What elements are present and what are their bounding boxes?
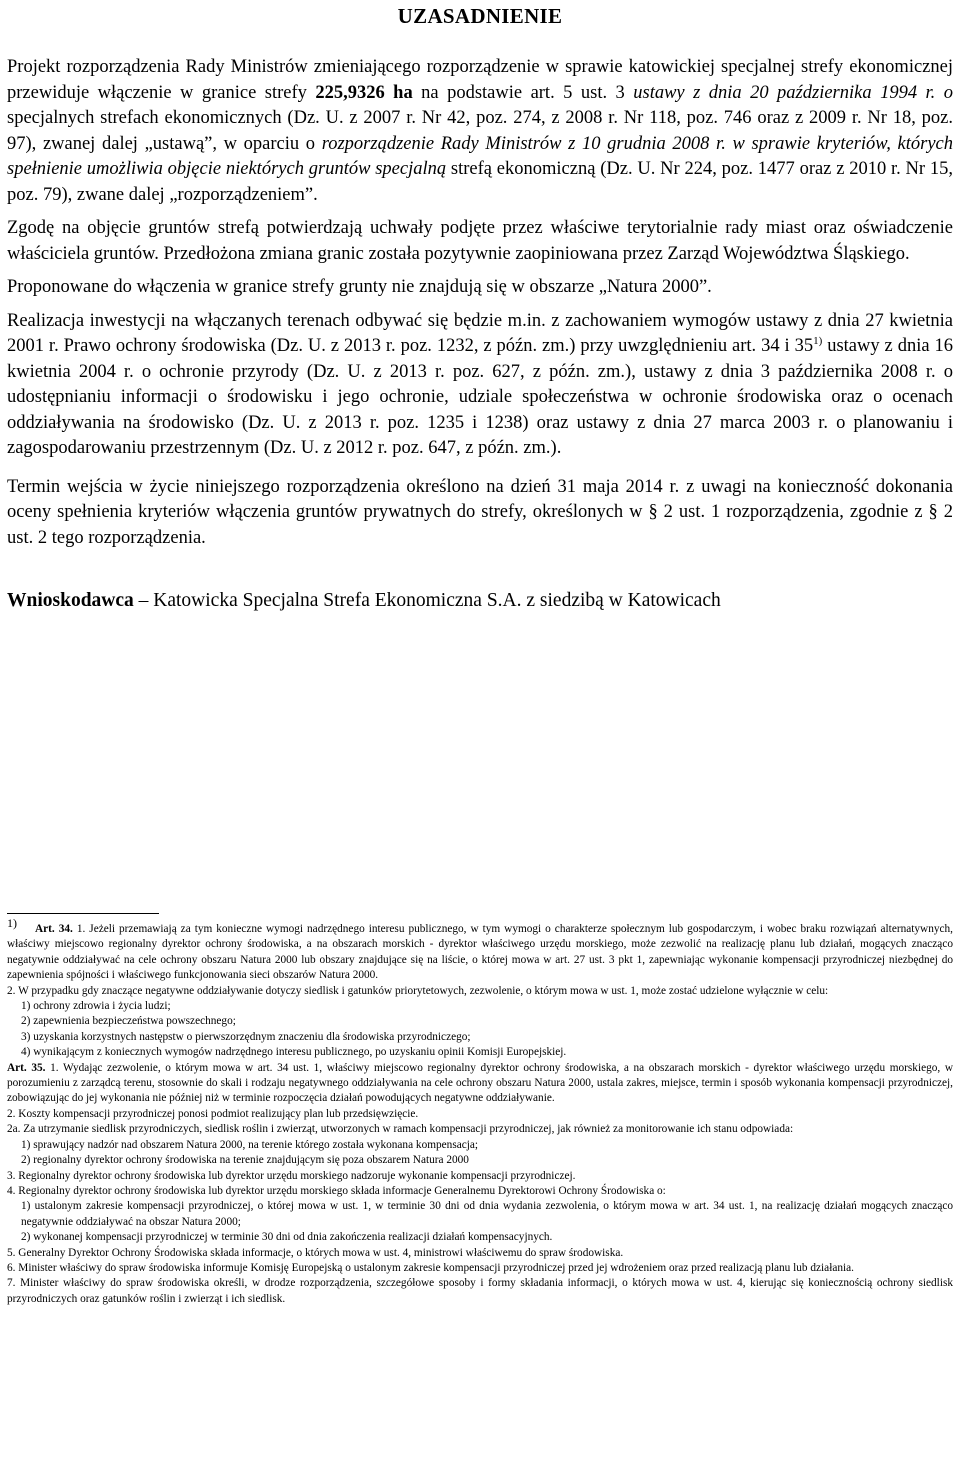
footnote-art35-6: 6. Minister właściwy do spraw środowiska informuje Komisję Europejską o ustalonym zakresie kompensacji przyrodniczej przed jej wdrożeniem oraz przed realizacją planu lub działania. xyxy=(7,1261,854,1274)
p1-text-b: na podstawie art. 5 ust. 3 xyxy=(412,82,634,103)
art35-label: Art. 35. xyxy=(7,1061,46,1074)
footnote-art35-2a-1: 1) sprawujący nadzór nad obszarem Natura 2000, na terenie którego została wykonana kompensacja; xyxy=(21,1138,479,1151)
footnote-mark: 1) xyxy=(7,916,17,931)
footnote-art34-2-2: 2) zapewnienia bezpieczeństwa powszechnego; xyxy=(21,1015,236,1028)
document-page xyxy=(7,0,953,613)
art34-1-text: 1. Jeżeli przemawiają za tym konieczne wymogi nadrzędnego interesu publicznego, w tym wymogi o charakterze społecznym lub gospodarczym, i wobec braku rozwiązań alternatywnych, właściwy miejscowo regionalny dyrektor ochrony środowiska, a na obszarach morskich - dyrektor właściwego urzędu morskiego, może zezwolić na realizację planu lub działań, mogących znacząco negatywnie oddziaływać na cele ochrony obszaru Natura 2000 lub obszary znajdujące się na liście, o której mowa w art. 27 ust. 3 pkt 1, zapewniając wykonanie kompensacji przyrodniczej niezbędnej do zapewnienia spójności i właściwego funkcjonowania sieci obszarów Natura 2000. xyxy=(7,923,953,982)
paragraph-natura: Proponowane do włączenia w granice strefy grunty nie znajdują się w obszarze „Natura 2000”. xyxy=(7,277,712,297)
footnote-separator xyxy=(7,913,159,914)
p1-text-f: strefą ekonomiczną (Dz. U. Nr 224, poz. 1477 oraz z 2010 r. Nr 15, poz. 79), zwane dalej „rozporządzeniem”. xyxy=(7,159,953,205)
footnote-art35-5: 5. Generalny Dyrektor Ochrony Środowiska składa informacje, o których mowa w ust. 4, ministrowi właściwemu do spraw środowiska. xyxy=(7,1246,624,1259)
document-title: UZASADNIENIE xyxy=(397,4,563,28)
p4-text-b: ustawy z dnia 16 kwietnia 2004 r. o ochronie przyrody (Dz. U. z 2013 r. poz. 627, z późn. zm.), ustawy z dnia 3 października 2008 r. o udostępnianiu informacji o środowisku i jego ochronie, udziale społeczeństwa w ochronie środowiska oraz o ocenach oddziaływania na środowisko (Dz. U. z 2013 r. poz. 1235 i 1238) oraz ustawy z dnia 27 marca 2003 r. o planowaniu i zagospodarowaniu przestrzennym (Dz. U. z 2012 r. poz. 647, z późn. zm.). xyxy=(7,336,953,458)
paragraph-term: Termin wejścia w życie niniejszego rozporządzenia określono na dzień 31 maja 2014 r. z uwagi na konieczność dokonania oceny spełnienia kryteriów włączenia gruntów prywatnych do strefy, określonych w § 2 ust. 1 rozporządzenia, zgodnie z § 2 ust. 2 tego rozporządzenia. xyxy=(7,476,953,548)
art34-label: Art. 34. xyxy=(35,923,73,935)
applicant-label: Wnioskodawca xyxy=(7,590,134,611)
footnote-reference: 1) xyxy=(813,334,823,347)
footnote-art35-2a: 2a. Za utrzymanie siedlisk przyrodniczych, siedlisk roślin i zwierząt, utworzonych w ramach kompensacji przyrodniczej, jak również za monitorowanie ich stanu odpowiada: xyxy=(7,1123,794,1136)
applicant-line xyxy=(7,588,953,613)
applicant-name: – Katowicka Specjalna Strefa Ekonomiczna S.A. z siedzibą w Katowicach xyxy=(133,590,721,611)
footnote-art34-2-4: 4) wynikającym z koniecznych wymogów nadrzędnego interesu publicznego, po uzyskaniu opinii Komisji Europejskiej. xyxy=(21,1046,567,1059)
art35-1-text: 1. Wydając zezwolenie, o którym mowa w art. 34 ust. 1, właściwy miejscowo regionalny dyrektor ochrony środowiska, a na obszarach morskich - dyrektor właściwego urzędu morskiego, w porozumieniu z zarządcą terenu, stosownie do skali i rodzaju negatywnego oddziaływania na cele ochrony obszaru Natura 2000, ustala zakres, miejsce, termin i sposób wykonania kompensacji przyrodniczej, zobowiązując do jej wykonania nie później niż w terminie rozpoczęcia działań powodujących negatywne oddziaływanie. xyxy=(7,1061,953,1105)
footnote-art35-3: 3. Regionalny dyrektor ochrony środowiska lub dyrektor urzędu morskiego nadzoruje wykonanie kompensacji przyrodniczej. xyxy=(7,1169,576,1182)
footnote-art34-2-3: 3) uzyskania korzystnych następstw o pierwszorzędnym znaczeniu dla środowiska przyrodniczego; xyxy=(21,1030,471,1043)
footnote-art34-2-1: 1) ochrony zdrowia i życia ludzi; xyxy=(21,1000,171,1013)
footnote-art35-4-1: 1) ustalonym zakresie kompensacji przyrodniczej, o której mowa w ust. 1, w terminie 30 dni od dnia wydania zezwolenia, o którym mowa w art. 34 ust. 1, na realizację działań mogących znacząco negatywnie oddziaływać na obszar Natura 2000; xyxy=(21,1200,953,1228)
p4-text-a: Realizacja inwestycji na włączanych terenach odbywać się będzie m.in. z zachowaniem wymogów ustawy z dnia 27 kwietnia 2001 r. Prawo ochrony środowiska (Dz. U. z 2013 r. poz. 1232, z późn. zm.) przy uwzględnieniu art. 34 i 35 xyxy=(7,310,953,356)
paragraph-consent: Zgodę na objęcie gruntów strefą potwierdzają uchwały podjęte przez właściwe terytorialnie rady miast oraz oświadczenie właściciela gruntów. Przedłożona zmiana granic została pozytywnie zaopiniowana przez Zarząd Województwa Śląskiego. xyxy=(7,218,953,264)
footnote-art35-4: 4. Regionalny dyrektor ochrony środowiska lub dyrektor urzędu morskiego składa informacje Generalnemu Dyrektorowi Ochrony Środowiska o: xyxy=(7,1184,666,1197)
footnote-art35-2a-2: 2) regionalny dyrektor ochrony środowiska na terenie znajdującym się poza obszarem Natura 2000 xyxy=(21,1154,469,1167)
p1-area: 225,9326 ha xyxy=(315,82,413,103)
p1-text-a: Projekt rozporządzenia Rady Ministrów zmieniającego rozporządzenie w sprawie katowickiej specjalnej strefy ekonomicznej przewiduje włączenie w granice strefy xyxy=(7,57,953,103)
footnotes xyxy=(7,916,953,1307)
footnote-art35-1 xyxy=(7,1061,953,1107)
p1-text-d: specjalnych strefach ekonomicznych (Dz. U. z 2007 r. Nr 42, poz. 274, z 2008 r. Nr 118, poz. 746 oraz z 2009 r. Nr 18, poz. 97), zwanej dalej „ustawą”, w oparciu o xyxy=(7,108,953,154)
p1-text-italic-1: ustawy z dnia 20 października 1994 r. o xyxy=(633,82,954,103)
footnote-art35-2: 2. Koszty kompensacji przyrodniczej ponosi podmiot realizujący plan lub przedsięwzięcie. xyxy=(7,1107,419,1120)
paragraph-investment xyxy=(7,309,953,462)
footnote-art35-4-2: 2) wykonanej kompensacji przyrodniczej w terminie 30 dni od dnia zakończenia realizacji działań kompensacyjnych. xyxy=(21,1231,553,1244)
footnote-art35-7: 7. Minister właściwy do spraw środowiska określi, w drodze rozporządzenia, szczegółowe sposoby i formy składania informacji, o których mowa w ust. 4, kierując się koniecznością ochrony siedlisk przyrodniczych oraz gatunków roślin i zwierząt i ich siedlisk. xyxy=(7,1277,953,1305)
p1-text-italic-2: rozporządzenie Rady Ministrów z 10 grudnia 2008 r. w sprawie kryteriów, których spełnienie umożliwia objęcie niektórych gruntów specjalną xyxy=(7,133,953,179)
footnote-art34-2: 2. W przypadku gdy znaczące negatywne oddziaływanie dotyczy siedlisk i gatunków priorytetowych, zezwolenie, o którym mowa w ust. 1, może zostać udzielone wyłącznie w celu: xyxy=(7,984,829,997)
footnote-art34-1 xyxy=(7,916,953,984)
paragraph-project xyxy=(7,55,953,208)
